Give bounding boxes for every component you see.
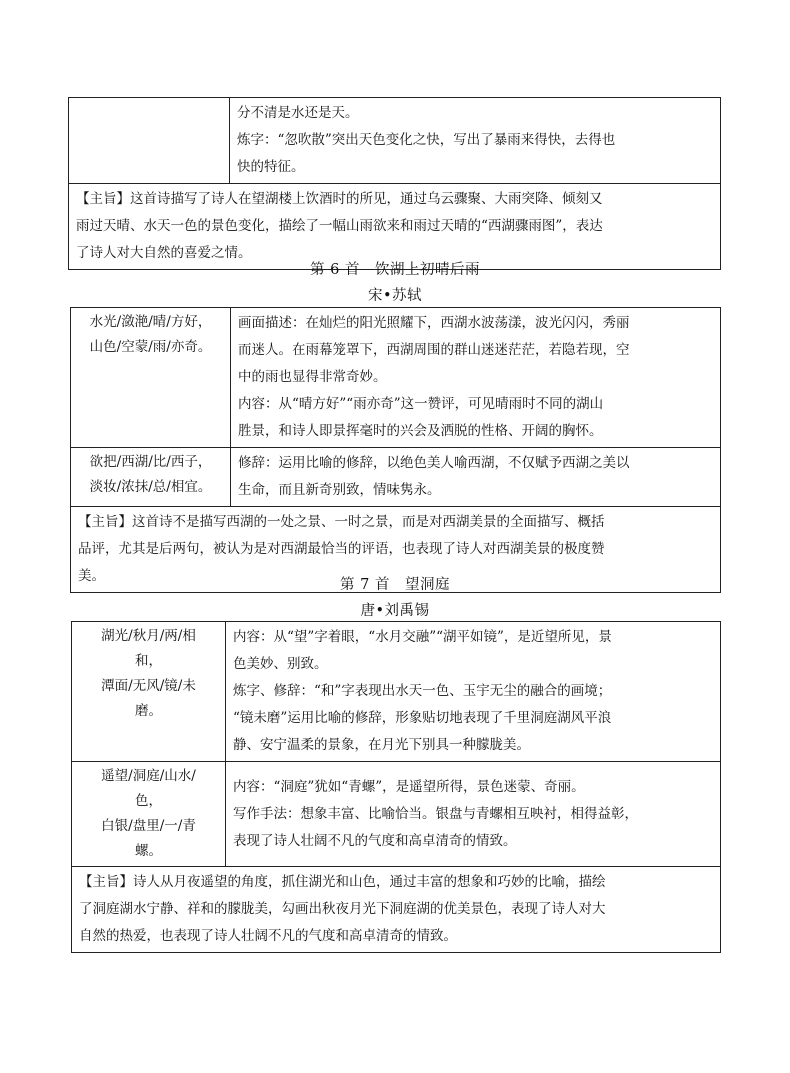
analysis-line: 内容：从“晴方好”“雨亦奇”这一赞评，可见晴雨时不同的湖山	[238, 396, 604, 412]
poem6-row-2-analysis	[231, 448, 721, 507]
theme-line: 【主旨】诗人从月夜遥望的角度，抓住湖光和山色，通过丰富的想象和巧妙的比喻，描绘	[79, 874, 606, 890]
poem7-theme-row	[72, 867, 721, 953]
analysis-line: 内容：从“望”字着眼，“水月交融”“湖平如镜”，是近望所见，景	[233, 629, 612, 645]
analysis-line: 写作手法：想象丰富、比喻恰当。银盘与青螺相互映衬，相得益彰，	[233, 805, 638, 822]
verse-line: 欲把/西湖/比/西子，	[89, 454, 212, 470]
poem6-row-1-analysis	[231, 308, 721, 448]
poem7-theme-cell	[72, 867, 721, 953]
poem5-right-cell	[230, 98, 721, 184]
verse-line: 白银/盘里/一/青	[101, 818, 196, 834]
poem6-row-1	[71, 308, 721, 448]
verse-line: 螺。	[135, 843, 162, 859]
poem7-author: 唐•刘禹锡	[360, 603, 430, 619]
verse-line: 山色/空蒙/雨/亦奇。	[89, 339, 212, 355]
analysis-line: 而迷人。在雨幕笼罩下，西湖周围的群山迷迷茫茫，若隐若现，空	[238, 342, 630, 358]
poem6-row-2-verse	[71, 448, 231, 507]
theme-line: 了诗人对大自然的喜爱之情。	[76, 245, 252, 261]
poem6-author: 宋•苏轼	[367, 288, 423, 304]
analysis-line: 修辞：运用比喻的修辞，以绝色美人喻西湖，不仅赋予西湖之美以	[238, 455, 630, 471]
analysis-line: 画面描述：在灿烂的阳光照耀下，西湖水波荡漾，波光闪闪，秀丽	[238, 315, 630, 331]
theme-line: 【主旨】这首诗描写了诗人在望湖楼上饮酒时的所见，通过乌云骤聚、大雨突降、倾刻又	[76, 191, 603, 207]
theme-line: 自然的热爱，也表现了诗人壮阔不凡的气度和高卓清奇的情致。	[79, 928, 457, 944]
poem7-row-1	[72, 622, 721, 762]
verse-line: 和，	[135, 653, 162, 669]
theme-line: 品评，尤其是后两句，被认为是对西湖最恰当的评语，也表现了诗人对西湖美景的极度赞	[78, 541, 605, 557]
verse-line: 遥望/洞庭/山水/	[101, 768, 196, 784]
poem7-row-1-analysis	[226, 622, 721, 762]
poem5-theme-row	[69, 184, 721, 270]
poem6-table	[70, 307, 721, 593]
poem5-analysis-row	[69, 98, 721, 184]
poem6-title: 第 6 首 饮湖上初晴后雨	[310, 262, 480, 278]
theme-line: 雨过天晴、水天一色的景色变化，描绘了一幅山雨欲来和雨过天晴的“西湖骤雨图”，表达	[76, 218, 603, 234]
verse-line: 磨。	[135, 703, 162, 719]
verse-line: 水光/潋滟/晴/方好，	[89, 314, 212, 330]
analysis-line: 内容：“洞庭”犹如“青螺”，是遥望所得，景色迷蒙、奇丽。	[233, 778, 585, 795]
analysis-line: 炼字：“忽吹散”突出天色变化之快，写出了暴雨来得快，去得也	[237, 132, 616, 148]
poem5-theme-cell	[69, 184, 721, 270]
poem6-row-1-verse	[71, 308, 231, 448]
theme-line: 了洞庭湖水宁静、祥和的朦胧美，勾画出秋夜月光下洞庭湖的优美景色，表现了诗人对大	[79, 901, 606, 917]
verse-line: 淡妆/浓抹/总/相宜。	[89, 479, 212, 495]
poem7-table	[71, 621, 721, 953]
poem7-row-2	[72, 762, 721, 867]
analysis-line: 中的雨也显得非常奇妙。	[238, 369, 387, 385]
analysis-line: 表现了诗人壮阔不凡的气度和高卓清奇的情致。	[233, 832, 517, 849]
poem7-row-1-verse	[72, 622, 226, 762]
poem7-row-2-analysis	[226, 762, 721, 867]
analysis-line: 分不清是水还是天。	[237, 105, 359, 121]
theme-line: 美。	[78, 568, 105, 584]
analysis-line: 胜景，和诗人即景挥毫时的兴会及洒脱的性格、开阔的胸怀。	[238, 423, 603, 439]
analysis-line: 炼字、修辞：“和”字表现出水天一色、玉宇无尘的融合的画境；	[233, 683, 612, 699]
poem7-row-2-verse	[72, 762, 226, 867]
verse-line: 色，	[135, 793, 162, 809]
analysis-line: 色美妙、别致。	[233, 656, 328, 672]
analysis-line: 静、安宁温柔的景象，在月光下别具一种朦胧美。	[233, 737, 530, 753]
theme-line: 【主旨】这首诗不是描写西湖的一处之景、一时之景，而是对西湖美景的全面描写、概括	[78, 514, 605, 530]
poem5-table	[68, 97, 721, 270]
poem7-title: 第 7 首 望洞庭	[340, 577, 450, 593]
analysis-line: “镜未磨”运用比喻的修辞，形象贴切地表现了千里洞庭湖风平浪	[233, 710, 612, 726]
analysis-line: 生命，而且新奇别致，情味隽永。	[238, 482, 441, 498]
verse-line: 湖光/秋月/两/相	[101, 628, 196, 644]
verse-line: 潭面/无风/镜/未	[101, 678, 196, 694]
poem5-left-cell	[69, 98, 230, 184]
analysis-line: 快的特征。	[237, 159, 305, 175]
poem6-row-2	[71, 448, 721, 507]
